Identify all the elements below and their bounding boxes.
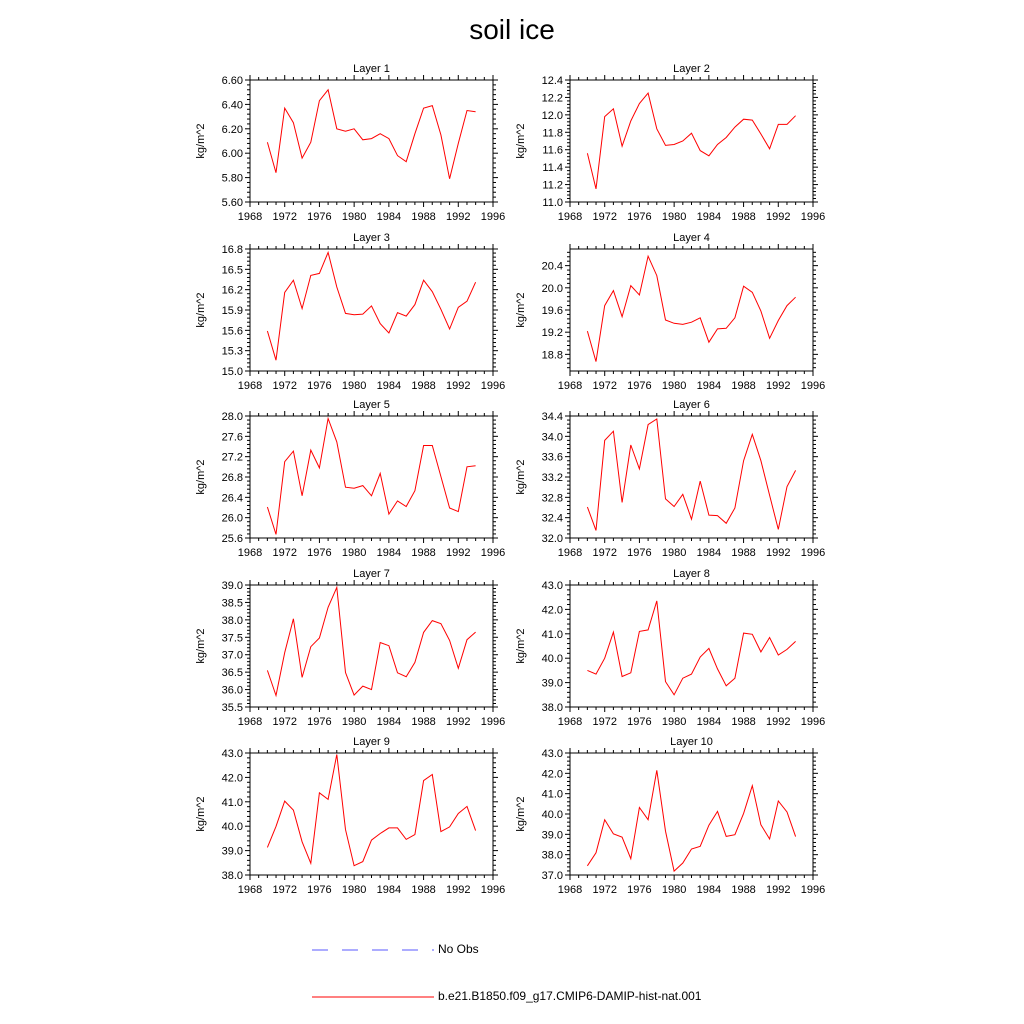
x-tick-label: 1996 (480, 547, 506, 559)
x-tick-label: 1988 (731, 716, 756, 728)
x-tick-label: 1976 (627, 211, 652, 223)
x-tick-label: 1984 (376, 884, 402, 896)
y-tick-label: 35.5 (221, 702, 243, 714)
x-tick-label: 1980 (661, 547, 687, 559)
y-tick-label: 11.6 (542, 144, 563, 157)
x-tick-label: 1984 (376, 211, 402, 223)
x-tick-label: 1988 (411, 547, 436, 559)
y-tick-label: 43.0 (541, 580, 563, 592)
series-line (587, 93, 795, 189)
x-tick-label: 1972 (592, 211, 617, 223)
y-tick-label: 38.5 (221, 597, 243, 610)
x-tick-label: 1992 (766, 716, 791, 728)
series-line (267, 419, 475, 535)
plot-frame (570, 80, 813, 202)
x-tick-label: 1968 (557, 716, 583, 728)
y-tick-label: 15.6 (221, 325, 243, 338)
legend-model (310, 989, 870, 1009)
x-tick-label: 1992 (446, 547, 471, 559)
x-tick-label: 1976 (307, 884, 332, 896)
series-line (267, 587, 475, 695)
x-tick-label: 1980 (661, 884, 687, 896)
y-tick-label: 5.80 (221, 172, 243, 185)
series-line (267, 755, 475, 866)
y-tick-label: 6.20 (221, 123, 243, 136)
x-tick-label: 1968 (237, 547, 263, 559)
plot-frame (250, 416, 493, 538)
y-axis-label: kg/m^2 (195, 123, 207, 159)
y-tick-label: 6.40 (221, 99, 243, 112)
y-tick-label: 12.2 (541, 92, 563, 105)
y-tick-label: 33.6 (541, 451, 563, 464)
y-tick-label: 32.8 (541, 492, 563, 505)
x-tick-label: 1968 (557, 380, 583, 392)
y-tick-label: 33.2 (541, 472, 563, 484)
x-tick-label: 1976 (627, 716, 652, 728)
y-tick-label: 15.9 (221, 305, 243, 317)
y-tick-label: 38.0 (541, 849, 563, 862)
chart-title: Layer 5 (353, 399, 390, 411)
y-tick-label: 40.0 (221, 821, 243, 834)
x-tick-label: 1996 (480, 716, 506, 728)
series-line (587, 601, 795, 695)
y-tick-label: 42.0 (541, 768, 563, 781)
x-tick-label: 1980 (661, 716, 687, 728)
y-tick-label: 36.0 (221, 684, 243, 697)
x-tick-label: 1996 (800, 380, 826, 392)
x-tick-label: 1972 (592, 884, 617, 896)
x-tick-label: 1968 (557, 547, 583, 559)
x-tick-label: 1968 (237, 211, 263, 223)
y-tick-label: 37.0 (541, 870, 563, 882)
y-tick-label: 40.0 (541, 809, 563, 821)
y-tick-label: 11.4 (542, 162, 563, 175)
y-tick-label: 42.0 (541, 604, 563, 617)
x-tick-label: 1972 (592, 716, 617, 728)
y-tick-label: 19.6 (541, 305, 563, 317)
plot-frame (570, 753, 813, 875)
x-tick-label: 1980 (341, 547, 367, 559)
x-tick-label: 1972 (592, 380, 617, 392)
chart-layer-2 (515, 63, 825, 223)
y-tick-label: 40.0 (541, 653, 563, 666)
y-axis-label: kg/m^2 (195, 628, 207, 664)
x-tick-label: 1976 (627, 884, 652, 896)
x-tick-label: 1980 (341, 884, 367, 896)
y-tick-label: 26.8 (221, 472, 243, 484)
y-tick-label: 39.0 (221, 580, 243, 592)
x-tick-label: 1980 (341, 211, 367, 223)
y-tick-label: 20.4 (541, 260, 563, 273)
plot-frame (250, 753, 493, 875)
y-axis-label: kg/m^2 (195, 796, 207, 832)
y-tick-label: 12.4 (541, 75, 563, 87)
x-tick-label: 1980 (341, 716, 367, 728)
x-tick-label: 1972 (272, 547, 297, 559)
x-tick-label: 1976 (627, 547, 652, 559)
y-tick-label: 15.3 (221, 345, 243, 358)
y-tick-label: 37.5 (221, 632, 243, 645)
plot-frame (250, 249, 493, 371)
y-tick-label: 32.4 (541, 512, 563, 525)
chart-layer-8 (515, 568, 825, 728)
x-tick-label: 1992 (446, 380, 471, 392)
y-axis-label: kg/m^2 (195, 459, 207, 495)
x-tick-label: 1984 (696, 547, 722, 559)
x-tick-label: 1976 (307, 380, 332, 392)
chart-layer-4 (515, 232, 825, 392)
y-tick-label: 41.0 (541, 788, 563, 801)
chart-title: Layer 7 (353, 568, 390, 580)
x-tick-label: 1996 (480, 211, 506, 223)
legend-model-swatch (310, 989, 440, 1009)
x-tick-label: 1988 (411, 211, 436, 223)
y-axis-label: kg/m^2 (515, 459, 527, 495)
x-tick-label: 1996 (800, 884, 826, 896)
y-tick-label: 18.8 (541, 349, 563, 362)
x-tick-label: 1968 (237, 884, 263, 896)
x-tick-label: 1992 (446, 716, 471, 728)
x-tick-label: 1988 (731, 211, 756, 223)
plot-frame (250, 80, 493, 202)
y-tick-label: 19.2 (541, 327, 563, 340)
x-tick-label: 1992 (766, 884, 791, 896)
chart-title: Layer 6 (673, 399, 710, 411)
page-title: soil ice (469, 14, 555, 45)
chart-title: Layer 1 (353, 63, 390, 75)
chart-layer-9 (195, 736, 505, 896)
x-tick-label: 1992 (446, 211, 471, 223)
y-tick-label: 11.0 (542, 197, 563, 209)
x-tick-label: 1968 (237, 716, 263, 728)
x-tick-label: 1996 (800, 211, 826, 223)
y-tick-label: 34.0 (541, 431, 563, 444)
series-line (267, 252, 475, 360)
chart-layer-3 (195, 232, 505, 392)
y-axis-label: kg/m^2 (515, 292, 527, 328)
y-tick-label: 37.0 (221, 649, 243, 662)
series-line (587, 419, 795, 530)
y-tick-label: 27.6 (221, 431, 243, 444)
y-tick-label: 28.0 (221, 411, 243, 423)
y-tick-label: 39.0 (541, 829, 563, 842)
x-tick-label: 1972 (272, 716, 297, 728)
x-tick-label: 1992 (446, 884, 471, 896)
x-tick-label: 1988 (411, 716, 436, 728)
x-tick-label: 1984 (376, 547, 402, 559)
x-tick-label: 1972 (272, 211, 297, 223)
x-tick-label: 1988 (731, 884, 756, 896)
y-tick-label: 41.0 (221, 796, 243, 809)
y-tick-label: 39.0 (221, 845, 243, 858)
x-tick-label: 1980 (341, 380, 367, 392)
series-line (267, 90, 475, 179)
x-tick-label: 1984 (376, 716, 402, 728)
x-tick-label: 1980 (661, 211, 687, 223)
y-tick-label: 11.8 (542, 127, 563, 140)
y-axis-label: kg/m^2 (515, 123, 527, 159)
legend-obs (310, 942, 870, 962)
chart-layer-6 (515, 399, 825, 559)
x-tick-label: 1976 (307, 716, 332, 728)
y-axis-label: kg/m^2 (515, 628, 527, 664)
plot-frame (570, 585, 813, 707)
x-tick-label: 1988 (731, 380, 756, 392)
y-tick-label: 6.00 (221, 148, 243, 161)
x-tick-label: 1992 (766, 547, 791, 559)
y-tick-label: 38.0 (221, 870, 243, 882)
y-tick-label: 16.5 (221, 264, 243, 277)
x-tick-label: 1984 (696, 380, 722, 392)
y-tick-label: 26.0 (221, 512, 243, 525)
y-tick-label: 16.8 (221, 244, 243, 256)
chart-layer-5 (195, 399, 505, 559)
y-tick-label: 25.6 (221, 533, 243, 545)
chart-layer-1 (195, 63, 505, 223)
y-axis-label: kg/m^2 (195, 292, 207, 328)
x-tick-label: 1992 (766, 211, 791, 223)
x-tick-label: 1972 (592, 547, 617, 559)
y-tick-label: 32.0 (541, 533, 563, 545)
x-tick-label: 1968 (237, 380, 263, 392)
x-tick-label: 1968 (557, 211, 583, 223)
x-tick-label: 1992 (766, 380, 791, 392)
x-tick-label: 1980 (661, 380, 687, 392)
plot-frame (570, 249, 813, 371)
y-tick-label: 43.0 (221, 748, 243, 760)
x-tick-label: 1996 (800, 547, 826, 559)
series-line (587, 770, 795, 871)
chart-title: Layer 10 (670, 736, 713, 748)
x-tick-label: 1996 (480, 884, 506, 896)
y-tick-label: 38.0 (541, 702, 563, 714)
x-tick-label: 1988 (411, 884, 436, 896)
legend-obs-label: No Obs (438, 942, 479, 956)
x-tick-label: 1972 (272, 884, 297, 896)
x-tick-label: 1984 (376, 380, 402, 392)
y-tick-label: 36.5 (221, 667, 243, 680)
x-tick-label: 1984 (696, 211, 722, 223)
y-tick-label: 11.2 (542, 179, 563, 192)
y-tick-label: 42.0 (221, 772, 243, 785)
y-tick-label: 6.60 (221, 75, 243, 87)
x-tick-label: 1996 (800, 716, 826, 728)
y-axis-label: kg/m^2 (515, 796, 527, 832)
y-tick-label: 16.2 (221, 284, 243, 297)
x-tick-label: 1976 (627, 380, 652, 392)
legend-model-label: b.e21.B1850.f09_g17.CMIP6-DAMIP-hist-nat.001 (438, 989, 702, 1003)
chart-layer-7 (195, 568, 505, 728)
y-tick-label: 41.0 (541, 628, 563, 641)
x-tick-label: 1976 (307, 547, 332, 559)
x-tick-label: 1972 (272, 380, 297, 392)
chart-title: Layer 4 (673, 232, 710, 244)
chart-layer-10 (515, 736, 825, 896)
y-tick-label: 15.0 (221, 366, 243, 378)
x-tick-label: 1988 (411, 380, 436, 392)
x-tick-label: 1968 (557, 884, 583, 896)
y-tick-label: 20.0 (541, 282, 563, 295)
y-tick-label: 43.0 (541, 748, 563, 760)
y-tick-label: 34.4 (541, 411, 563, 423)
legend-obs-swatch (310, 942, 440, 962)
x-tick-label: 1996 (480, 380, 506, 392)
chart-title: Layer 8 (673, 568, 710, 580)
y-tick-label: 39.0 (541, 677, 563, 690)
y-tick-label: 27.2 (221, 451, 243, 464)
x-tick-label: 1984 (696, 716, 722, 728)
y-tick-label: 26.4 (221, 492, 243, 505)
chart-title: Layer 2 (673, 63, 710, 75)
x-tick-label: 1984 (696, 884, 722, 896)
chart-title: Layer 9 (353, 736, 390, 748)
x-tick-label: 1988 (731, 547, 756, 559)
x-tick-label: 1976 (307, 211, 332, 223)
y-tick-label: 5.60 (221, 197, 243, 209)
y-tick-label: 12.0 (541, 109, 563, 122)
y-tick-label: 38.0 (221, 614, 243, 627)
chart-title: Layer 3 (353, 232, 390, 244)
series-line (587, 256, 795, 361)
